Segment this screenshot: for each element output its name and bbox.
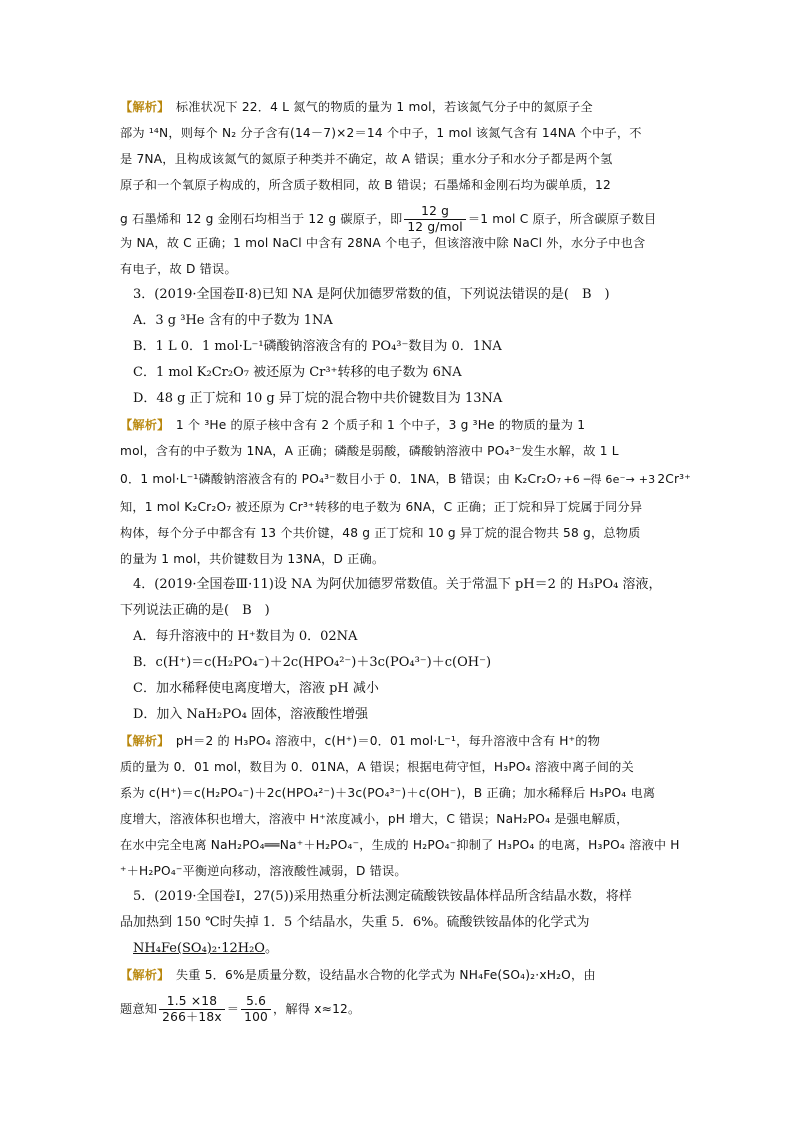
- text-line: [120, 914, 589, 932]
- text-span: C．1 mol K₂Cr₂O₇ 被还原为 Cr³⁺转移的电子数为 6NA: [120, 365, 462, 380]
- text-span: [120, 941, 133, 956]
- text-span: 在水中完全电离 NaH₂PO₄══Na⁺＋H₂PO₄⁻，生成的 H₂PO₄⁻抑制了 H₃PO₄ 的电离，H₃PO₄ 溶液中 H: [120, 838, 680, 852]
- text-line: [120, 940, 278, 958]
- text-line: [120, 98, 593, 116]
- fraction-numerator: 1.5 ×18: [159, 994, 225, 1010]
- answer-blank: NH₄Fe(SO₄)₂·12H₂O: [133, 941, 265, 956]
- oxidation-state: +6: [563, 473, 584, 486]
- analysis-tag: 【解析】: [120, 734, 164, 748]
- text-line: [120, 498, 642, 516]
- text-span: ＝: [226, 1002, 240, 1016]
- text-line: [120, 784, 655, 802]
- fraction-denominator: 12 g/mol: [407, 220, 463, 234]
- text-line: [120, 234, 645, 252]
- text-span: C．加水稀释使电离度增大，溶液 pH 减小: [120, 681, 379, 696]
- text-span: B．1 L 0．1 mol·L⁻¹磷酸钠溶液含有的 PO₄³⁻数目为 0．1NA: [120, 339, 502, 354]
- text-line: [120, 416, 585, 434]
- text-span: 品加热到 150 ℃时失掉 1．5 个结晶水，失重 5．6%。硫酸铁铵晶体的化学式为: [120, 915, 590, 930]
- analysis-tag: 【解析】: [120, 418, 164, 432]
- text-line: [120, 260, 237, 278]
- text-span: ⁺＋H₂PO₄⁻平衡逆向移动，溶液酸性减弱，D 错误。: [120, 864, 407, 878]
- fraction-denominator: 100: [244, 1010, 269, 1024]
- text-line: [120, 470, 691, 489]
- text-span: 部为 ¹⁴N，则每个 N₂ 分子含有(14－7)×2＝14 个中子，1 mol 该氮气含有 14NA 个中子，不: [120, 126, 642, 140]
- text-span: 4．(2019·全国卷Ⅲ·11)设 NA 为阿伏加德罗常数值。关于常温下 pH＝2 的 H₃PO₄ 溶液，: [120, 577, 662, 592]
- text-line: [120, 680, 379, 698]
- text-line: [120, 966, 596, 984]
- text-line: [120, 124, 642, 142]
- text-line: [120, 862, 407, 880]
- text-line: [120, 654, 491, 672]
- text-line: [120, 442, 619, 460]
- text-span: ＝1 mol C 原子，所含碳原子数目: [467, 212, 657, 226]
- text-line: [120, 994, 360, 1025]
- text-line: [120, 810, 629, 828]
- text-span: D．48 g 正丁烷和 10 g 异丁烷的混合物中共价键数目为 13NA: [120, 391, 503, 406]
- text-line: [120, 758, 634, 776]
- text-line: [120, 204, 656, 235]
- text-span: 2Cr³⁺: [657, 472, 691, 486]
- fraction-numerator: 5.6: [241, 994, 271, 1010]
- text-span: 系为 c(H⁺)＝c(H₂PO₄⁻)＋2c(HPO₄²⁻)＋3c(PO₄³⁻)＋c(OH⁻)，B 正确；加水稀释后 H₃PO₄ 电离: [120, 786, 656, 800]
- text-span: 3．(2019·全国卷Ⅱ·8)已知 NA 是阿伏加德罗常数的值，下列说法错误的是( B ): [120, 287, 610, 302]
- fraction: [404, 204, 466, 235]
- text-span: pH＝2 的 H₃PO₄ 溶液中，c(H⁺)＝0．01 mol·L⁻¹，每升溶液中含有 H⁺的物: [163, 734, 601, 748]
- text-span: mol，含有的中子数为 1NA，A 正确；磷酸是弱酸，磷酸钠溶液中 PO₄³⁻发生水解，故 1 L: [120, 444, 619, 458]
- text-span: D．加入 NaH₂PO₄ 固体，溶液酸性增强: [120, 707, 368, 722]
- text-span: 0．1 mol·L⁻¹磷酸钠溶液含有的 PO₄³⁻数目小于 0．1NA，B 错误；由 K₂Cr₂O₇: [120, 472, 562, 486]
- text-span: 有电子，故 D 错误。: [120, 262, 237, 276]
- text-span: 题意知: [120, 1002, 158, 1016]
- text-span: 的量为 1 mol，共价键数目为 13NA，D 正确。: [120, 552, 385, 566]
- text-span: 5．(2019·全国卷Ⅰ，27(5))采用热重分析法测定硫酸铁铵晶体样品所含结晶水数，将样: [120, 889, 632, 904]
- text-span: 失重 5．6%是质量分数，设结晶水合物的化学式为 NH₄Fe(SO₄)₂·xH₂O，由: [163, 968, 596, 982]
- text-line: [120, 550, 384, 568]
- text-span: 1 个 ³He 的原子核中含有 2 个质子和 1 个中子，3 g ³He 的物质的量为 1: [163, 418, 586, 432]
- electron-transfer-arrow: [563, 471, 655, 489]
- text-line: [120, 732, 600, 750]
- text-line: [120, 576, 662, 594]
- text-span: ，解得 x≈12。: [273, 1002, 361, 1016]
- text-span: 下列说法正确的是( B ): [120, 603, 270, 618]
- text-line: [120, 888, 632, 906]
- text-line: [120, 524, 641, 542]
- text-line: [120, 150, 613, 168]
- text-span: 标准状况下 22．4 L 氮气的物质的量为 1 mol，若该氮气分子中的氮原子全: [163, 100, 593, 114]
- text-line: [120, 176, 611, 194]
- fraction-numerator: 12 g: [404, 204, 466, 220]
- text-span: B．c(H⁺)＝c(H₂PO₄⁻)＋2c(HPO₄²⁻)＋3c(PO₄³⁻)＋c(OH⁻): [120, 655, 492, 670]
- text-span: 质的量为 0．01 mol，数目为 0．01NA，A 错误；根据电荷守恒，H₃PO₄ 溶液中离子间的关: [120, 760, 634, 774]
- text-span: A．3 g ³He 含有的中子数为 1NA: [120, 313, 333, 328]
- text-line: [120, 836, 680, 854]
- text-line: [120, 364, 462, 382]
- fraction: [241, 994, 271, 1025]
- text-line: [120, 706, 368, 724]
- text-span: 为 NA，故 C 正确；1 mol NaCl 中含有 28NA 个电子，但该溶液中除 NaCl 外，水分子中也含: [120, 236, 646, 250]
- text-line: [120, 390, 502, 408]
- fraction-denominator: 266＋18x: [162, 1010, 222, 1024]
- analysis-tag: 【解析】: [120, 100, 164, 114]
- analysis-tag: 【解析】: [120, 968, 164, 982]
- text-span: A．每升溶液中的 H⁺数目为 0．02NA: [120, 629, 358, 644]
- fraction: [159, 994, 225, 1025]
- text-span: 度增大，溶液体积也增大，溶液中 H⁺浓度减小，pH 增大，C 错误；NaH₂PO₄ 是强电解质，: [120, 812, 629, 826]
- text-span: 原子和一个氧原子构成的，所含质子数相同，故 B 错误；石墨烯和金刚石均为碳单质，12: [120, 178, 611, 192]
- text-line: [120, 602, 270, 620]
- oxidation-state: +3: [635, 473, 656, 486]
- text-span: 构体，每个分子中都含有 13 个共价键，48 g 正丁烷和 10 g 异丁烷的混合物共 58 g，总物质: [120, 526, 641, 540]
- text-line: [120, 628, 357, 646]
- text-span: 知，1 mol K₂Cr₂O₇ 被还原为 Cr³⁺转移的电子数为 6NA，C 正确；正丁烷和异丁烷属于同分异: [120, 500, 643, 514]
- text-span: 。: [264, 941, 278, 956]
- text-span: 是 7NA，且构成该氮气的氮原子种类并不确定，故 A 错误；重水分子和水分子都是两个氢: [120, 152, 613, 166]
- text-span: g 石墨烯和 12 g 金刚石均相当于 12 g 碳原子，即: [120, 212, 403, 226]
- arrow-label: ─得 6e⁻→: [583, 473, 635, 486]
- text-line: [120, 338, 502, 356]
- text-line: [120, 312, 333, 330]
- text-line: [120, 286, 610, 304]
